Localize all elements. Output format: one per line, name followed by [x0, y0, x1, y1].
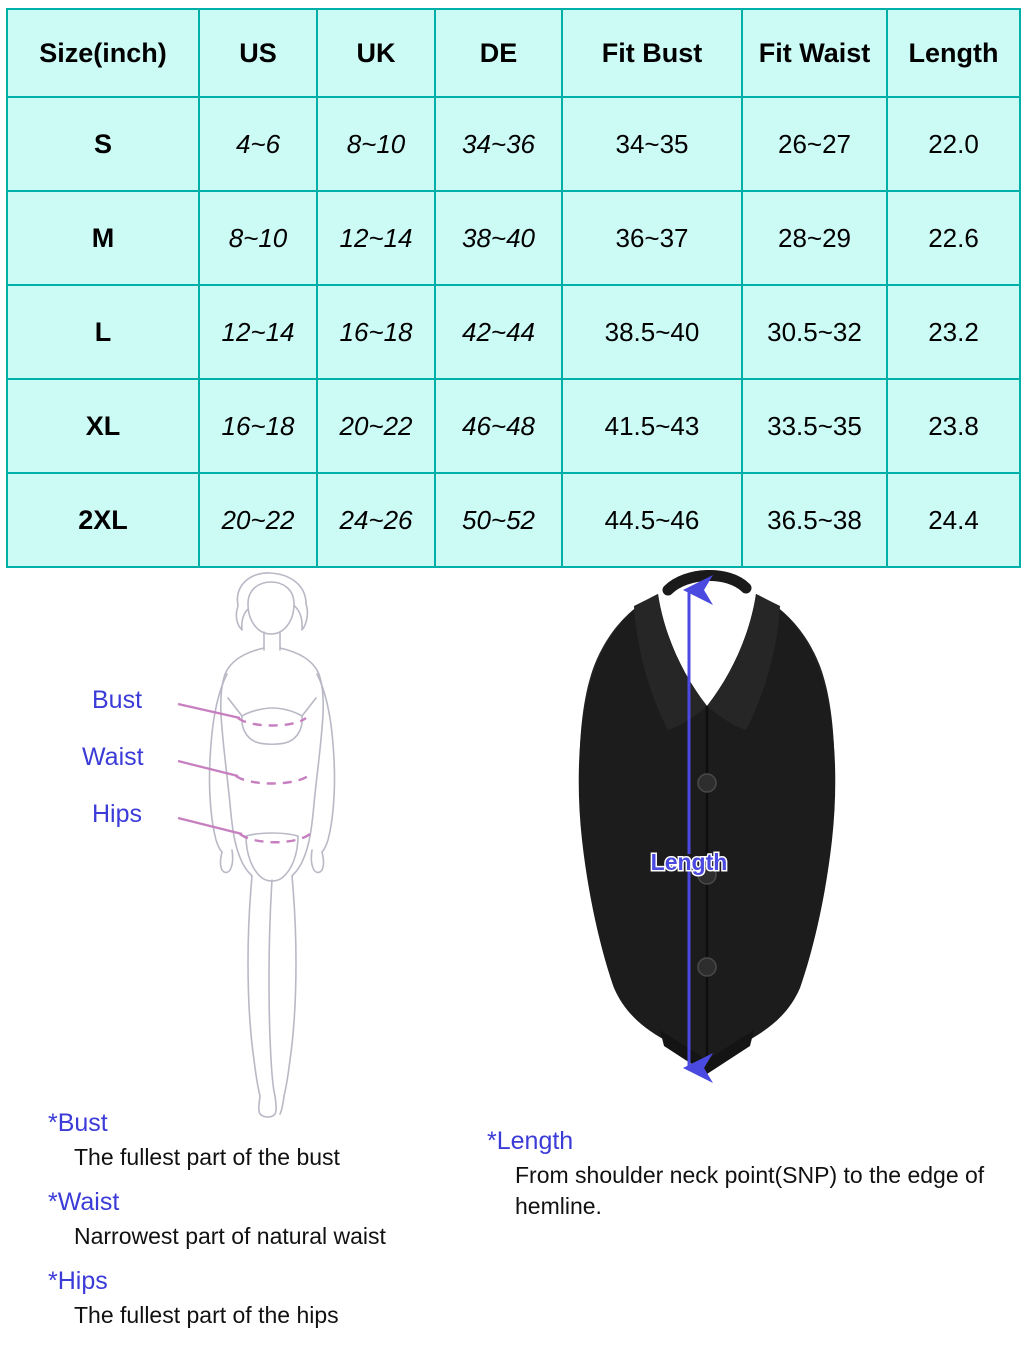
- cell-us: 16~18: [199, 379, 317, 473]
- measurement-notes-left: [48, 1108, 468, 1345]
- cell-uk: 8~10: [317, 97, 435, 191]
- waist-leader: [178, 761, 238, 776]
- note-text-hips: The fullest part of the hips: [74, 1302, 339, 1329]
- garment-illustration: [560, 568, 980, 1088]
- cell-fit-waist: 36.5~38: [742, 473, 887, 567]
- cell-fit-waist: 26~27: [742, 97, 887, 191]
- body-figure-svg: [70, 568, 470, 1128]
- table-header-row: [7, 9, 1020, 97]
- body-figure-illustration: [70, 568, 470, 1128]
- hips-label: Hips: [92, 800, 143, 828]
- note-text-bust: The fullest part of the bust: [74, 1144, 340, 1170]
- cell-uk: 24~26: [317, 473, 435, 567]
- vest-svg: [560, 568, 980, 1088]
- note-text-waist: Narrowest part of natural waist: [74, 1223, 386, 1250]
- column-header-fit-waist: Fit Waist: [742, 9, 887, 97]
- cell-de: 46~48: [435, 379, 562, 473]
- cell-length: 23.8: [887, 379, 1020, 473]
- cell-uk: 12~14: [317, 191, 435, 285]
- cell-de: 34~36: [435, 97, 562, 191]
- cell-fit-waist: 33.5~35: [742, 379, 887, 473]
- cell-size: M: [7, 191, 199, 285]
- cell-size: S: [7, 97, 199, 191]
- note-title-bust: *Bust: [48, 1109, 108, 1137]
- cell-de: 42~44: [435, 285, 562, 379]
- column-header-us: US: [199, 9, 317, 97]
- cell-length: 22.0: [887, 97, 1020, 191]
- column-header-uk: UK: [317, 9, 435, 97]
- cell-size: 2XL: [7, 473, 199, 567]
- tape-leader-lines: [178, 704, 242, 834]
- cell-us: 20~22: [199, 473, 317, 567]
- cell-de: 38~40: [435, 191, 562, 285]
- cell-fit-bust: 36~37: [562, 191, 742, 285]
- column-header-length: Length: [887, 9, 1020, 97]
- bust-label: Bust: [92, 686, 143, 714]
- table-row: [7, 285, 1020, 379]
- button-top: [698, 774, 716, 792]
- size-chart-table: [6, 8, 1021, 568]
- cell-length: 23.2: [887, 285, 1020, 379]
- cell-fit-bust: 34~35: [562, 97, 742, 191]
- table-row: [7, 97, 1020, 191]
- table-row: [7, 473, 1020, 567]
- cell-length: 24.4: [887, 473, 1020, 567]
- column-header-fit-bust: Fit Bust: [562, 9, 742, 97]
- cell-fit-bust: 38.5~40: [562, 285, 742, 379]
- cell-length: 22.6: [887, 191, 1020, 285]
- note-title-waist: *Waist: [48, 1188, 120, 1217]
- cell-us: 8~10: [199, 191, 317, 285]
- column-header-de: DE: [435, 9, 562, 97]
- waist-tape-line: [236, 776, 308, 784]
- illustration-area: [0, 568, 1024, 1128]
- measurement-notes-right: [487, 1126, 997, 1236]
- cell-fit-waist: 28~29: [742, 191, 887, 285]
- halter-strap: [668, 575, 746, 590]
- length-arrow-label: Length: [650, 849, 728, 875]
- cell-size: L: [7, 285, 199, 379]
- cell-fit-bust: 41.5~43: [562, 379, 742, 473]
- waist-label: Waist: [82, 743, 144, 771]
- table-row: [7, 379, 1020, 473]
- column-header-size: Size(inch): [7, 9, 199, 97]
- bust-leader: [178, 704, 240, 718]
- cell-us: 4~6: [199, 97, 317, 191]
- cell-uk: 16~18: [317, 285, 435, 379]
- table-row: [7, 191, 1020, 285]
- note-title-hips: *Hips: [48, 1267, 108, 1296]
- cell-size: XL: [7, 379, 199, 473]
- button-bottom: [698, 958, 716, 976]
- note-text-length: From shoulder neck point(SNP) to the edge of hemline.: [515, 1162, 985, 1220]
- cell-uk: 20~22: [317, 379, 435, 473]
- cell-fit-waist: 30.5~32: [742, 285, 887, 379]
- note-title-length: *Length: [487, 1127, 574, 1155]
- cell-us: 12~14: [199, 285, 317, 379]
- cell-de: 50~52: [435, 473, 562, 567]
- cell-fit-bust: 44.5~46: [562, 473, 742, 567]
